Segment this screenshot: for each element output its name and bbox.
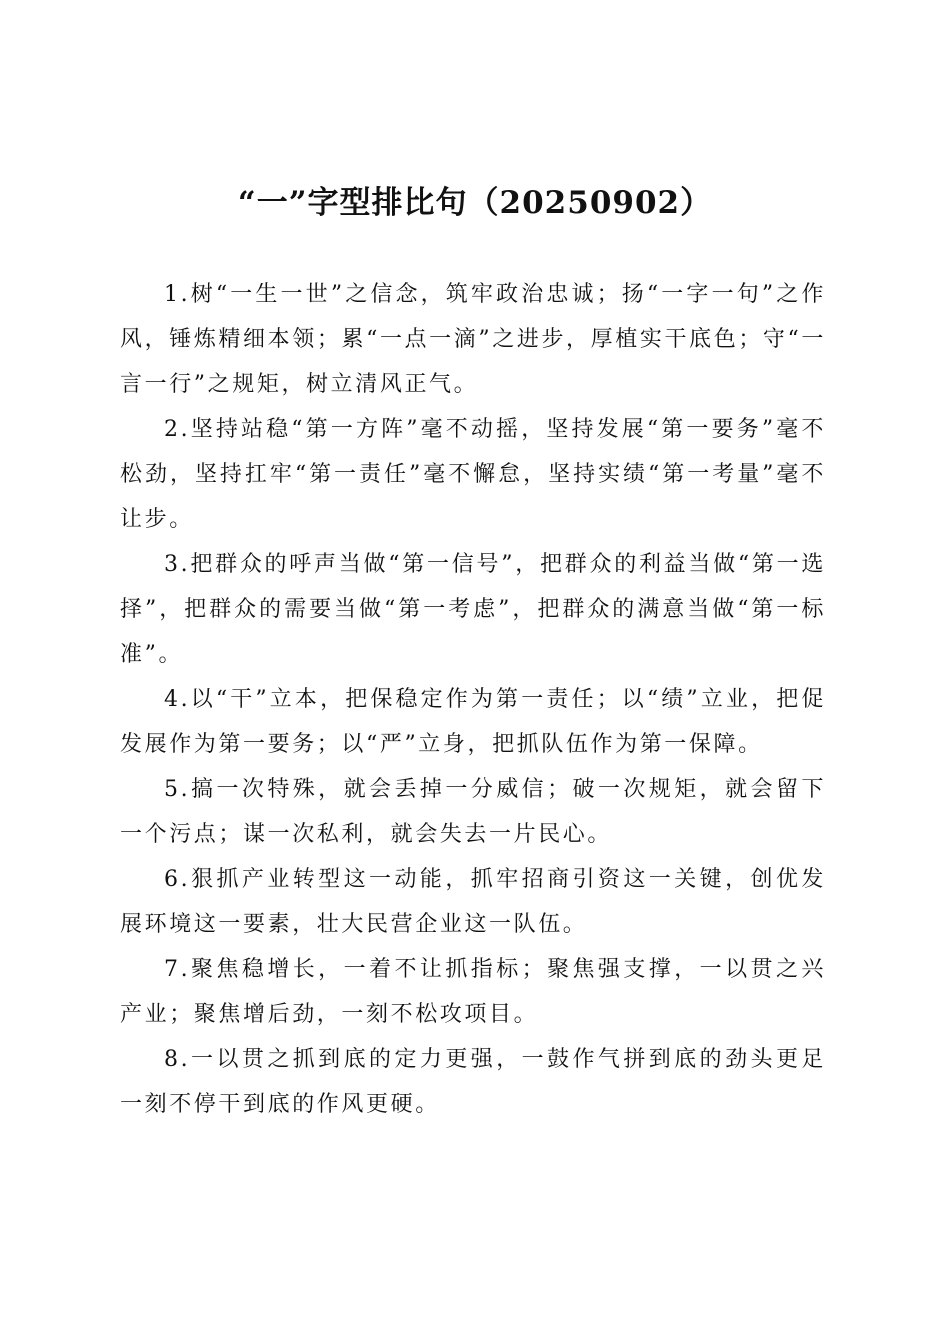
document-body [120,272,826,1127]
paragraph-5: 5.搞一次特殊，就会丢掉一分威信；破一次规矩，就会留下一个污点；谋一次私利，就会失去一片民心。 [120,777,826,847]
paragraph-8: 8.一以贯之抓到底的定力更强，一鼓作气拼到底的劲头更足一刻不停干到底的作风更硬。 [120,1047,826,1117]
paragraph-1: 1.树“一生一世”之信念，筑牢政治忠诚；扬“一字一句”之作风，锤炼精细本领；累“一点一滴”之进步，厚植实干底色；守“一言一行”之规矩，树立清风正气。 [120,282,826,397]
paragraph-6: 6.狠抓产业转型这一动能，抓牢招商引资这一关键，创优发展环境这一要素，壮大民营企业这一队伍。 [120,867,826,937]
paragraph-2: 2.坚持站稳“第一方阵”毫不动摇，坚持发展“第一要务”毫不松劲，坚持扛牢“第一责任”毫不懈怠，坚持实绩“第一考量”毫不让步。 [120,417,826,532]
document-title: “一”字型排比句（20250902） [237,185,713,221]
paragraph-3: 3.把群众的呼声当做“第一信号”，把群众的利益当做“第一选择”，把群众的需要当做“第一考虑”，把群众的满意当做“第一标准”。 [120,552,826,667]
paragraph-7: 7.聚焦稳增长，一着不让抓指标；聚焦强支撑，一以贯之兴产业；聚焦增后劲，一刻不松攻项目。 [120,957,826,1027]
paragraph-4: 4.以“干”立本，把保稳定作为第一责任；以“绩”立业，把促发展作为第一要务；以“严”立身，把抓队伍作为第一保障。 [120,687,826,757]
